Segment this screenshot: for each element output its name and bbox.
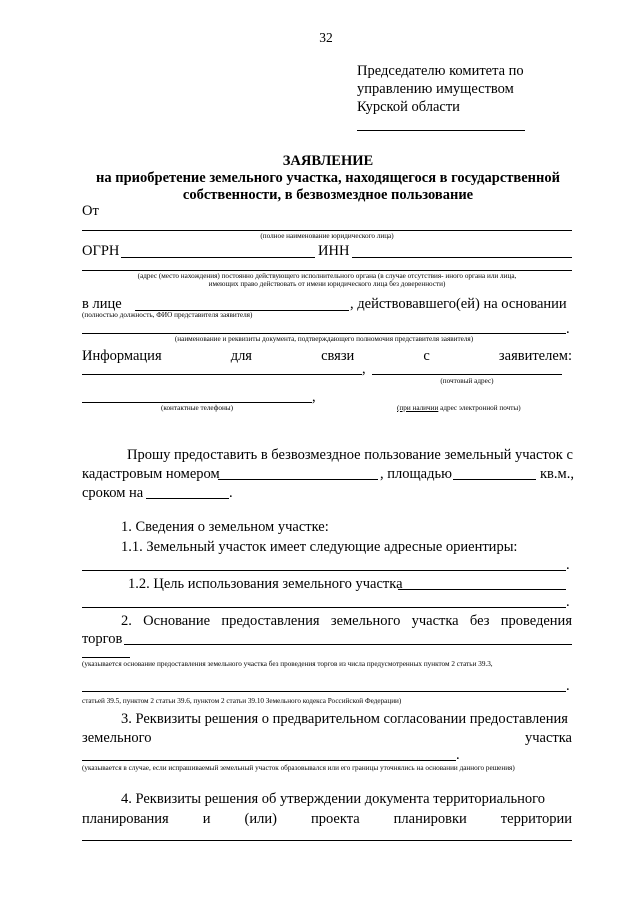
- area-field[interactable]: [453, 479, 536, 480]
- inn-label: ИНН: [318, 243, 350, 259]
- person-caption: (полностью должность, ФИО представителя заявителя): [82, 311, 253, 319]
- section-4-word-4: проекта: [310, 811, 360, 827]
- section-2-word-1: 2.: [121, 613, 132, 629]
- section-4-word-6: территории: [500, 811, 572, 827]
- section-3-word-right: участка: [524, 730, 572, 746]
- cadastral-number-field[interactable]: [218, 479, 378, 480]
- contact-word-5: заявителем:: [498, 348, 572, 364]
- section-3-caption-2: решения): [485, 764, 515, 772]
- authority-document-period: .: [566, 321, 570, 337]
- email-caption-rest: адрес электронной почты): [438, 404, 521, 412]
- contact-word-1: Информация: [82, 348, 162, 364]
- addressee-line-3: Курской области: [357, 99, 460, 115]
- section-4-word-2: и: [202, 811, 211, 827]
- basis-caption-2: статьей 39.5, пунктом 2 статьи 39.6, пунктом 2 статьи 39.10 Земельного кодекса Российской Федерации): [82, 697, 402, 705]
- area-unit: кв.м.,: [540, 466, 574, 482]
- basis-caption-1: (указывается основание предоставления земельного участка без проведения торгов из числа предусмотренных пунктом 2 статьи 39.3,: [82, 660, 493, 668]
- section-4-word-1: планирования: [82, 811, 169, 827]
- basis-period: .: [566, 678, 570, 694]
- phones-comma: ,: [312, 389, 316, 405]
- section-1-1-heading: 1.1. Земельный участок имеет следующие адресные ориентиры:: [121, 539, 518, 555]
- postal-comma: ,: [362, 361, 366, 377]
- request-line-1: Прошу предоставить в безвозмездное пользование земельный участок с: [127, 447, 573, 463]
- postal-address-caption: (почтовый адрес): [440, 377, 494, 385]
- term-field[interactable]: [146, 498, 229, 499]
- section-4-word-5: планировки: [393, 811, 467, 827]
- area-label: , площадью: [380, 466, 452, 482]
- section-2-word-5: участка: [411, 613, 459, 629]
- term-end: .: [229, 485, 233, 501]
- section-3-caption-1: (указывается в случае, если испрашиваемый земельный участок образовывался или его границы уточнялись на основании данного: [82, 764, 485, 772]
- contact-word-3: связи: [321, 348, 355, 364]
- basis-field-2[interactable]: [82, 657, 130, 658]
- email-caption: [397, 404, 521, 413]
- basis-field-1[interactable]: [124, 644, 572, 645]
- section-2-torgov: торгов: [82, 631, 123, 647]
- section-4-word-3: (или): [244, 811, 277, 827]
- section-4-line-1: 4. Реквизиты решения об утверждении документа территориального: [121, 791, 545, 807]
- section-2-word-3: предоставления: [221, 613, 320, 629]
- addressee-line-2: управлению имуществом: [357, 81, 514, 97]
- person-label: в лице: [82, 296, 122, 312]
- section-3-word-left: земельного: [82, 730, 152, 746]
- postal-address-field-2[interactable]: [372, 374, 562, 375]
- section-3-line-1: 3. Реквизиты решения о предварительном согласовании предоставления: [121, 711, 568, 727]
- address-caption-2: имеющих право действовать от имени юридического лица без доверенности): [208, 280, 446, 288]
- address-landmarks-period: .: [566, 557, 570, 573]
- document-subtitle-line-1: на приобретение земельного участка, находящегося в государственной: [96, 170, 560, 186]
- land-use-purpose-period: .: [566, 594, 570, 610]
- preliminary-decision-period: .: [456, 747, 460, 763]
- contact-word-4: с: [423, 348, 430, 364]
- section-1-heading: 1. Сведения о земельном участке:: [121, 519, 329, 535]
- land-use-purpose-field-2[interactable]: [82, 607, 566, 608]
- acting-label: , действовавшего(ей) на основании: [350, 296, 567, 312]
- document-title: ЗАЯВЛЕНИЕ: [282, 153, 374, 169]
- section-3-caption: [82, 764, 572, 773]
- authority-document-caption: (наименование и реквизиты документа, подтверждающего полномочия представителя заявителя): [174, 335, 474, 343]
- address-caption-1: (адрес (место нахождения) постоянно действующего исполнительного органа (в случае отсутствия- иного органа или лица,: [137, 272, 517, 280]
- address-field[interactable]: [82, 270, 572, 271]
- legal-name-field[interactable]: [82, 230, 572, 231]
- page-number: 32: [319, 30, 333, 45]
- land-use-purpose-field-1[interactable]: [398, 589, 566, 590]
- legal-name-caption: (полное наименование юридического лица): [260, 232, 394, 240]
- ogrn-field[interactable]: [121, 257, 315, 258]
- contact-word-2: для: [230, 348, 252, 364]
- contact-info-line: [82, 347, 572, 365]
- email-caption-optional: (при наличии: [397, 404, 439, 412]
- section-4-line-2: [82, 810, 572, 828]
- section-1-2-heading: 1.2. Цель использования земельного участка: [128, 576, 403, 592]
- addressee-signature-line: [357, 130, 525, 131]
- phones-caption: (контактные телефоны): [160, 404, 234, 412]
- basis-field-3[interactable]: [82, 691, 566, 692]
- section-2-word-2: Основание: [143, 613, 211, 629]
- term-label: сроком на: [82, 485, 144, 501]
- authority-document-field[interactable]: [82, 333, 566, 334]
- section-2-line: [121, 612, 572, 630]
- section-2-word-6: без: [469, 613, 490, 629]
- postal-address-field-1[interactable]: [82, 374, 362, 375]
- planning-document-field[interactable]: [82, 840, 572, 841]
- section-2-word-4: земельного: [330, 613, 401, 629]
- section-3-line-2: [82, 729, 572, 747]
- phones-field[interactable]: [82, 402, 312, 403]
- from-label: От: [82, 203, 99, 219]
- ogrn-label: ОГРН: [82, 243, 120, 259]
- addressee-line-1: Председателю комитета по: [357, 63, 524, 79]
- document-subtitle-line-2: собственности, в безвозмездное пользование: [182, 187, 474, 203]
- inn-field[interactable]: [352, 257, 572, 258]
- section-2-word-7: проведения: [500, 613, 572, 629]
- address-landmarks-field[interactable]: [82, 570, 566, 571]
- cadastral-label: кадастровым номером: [82, 466, 220, 482]
- preliminary-decision-field[interactable]: [82, 760, 456, 761]
